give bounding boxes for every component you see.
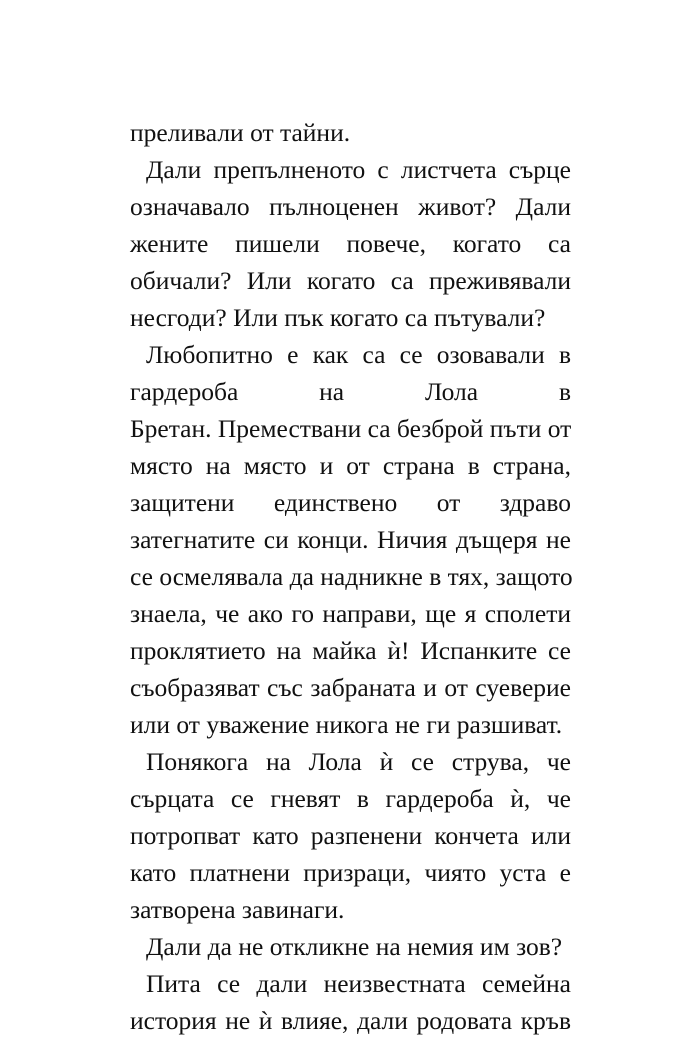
text-line: проклятието на майка ѝ! Испанките се: [130, 636, 571, 665]
text-line: съобразяват със забраната и от суеверие: [130, 673, 571, 702]
text-line: или от уважение никога не ги разшиват.: [130, 710, 563, 739]
text-line: знаела, че ако го направи, ще я сполети: [130, 599, 571, 628]
text-line: затворена завинаги.: [130, 895, 345, 924]
text-line: потропват като разпенени кончета или: [130, 821, 571, 850]
text-line: Бретан. Премествани са безброй пъти от: [130, 414, 572, 443]
text-line: сърцата се гневят в гардероба ѝ, че: [130, 784, 571, 813]
text-line: Понякога на Лола ѝ се струва, че: [146, 747, 571, 776]
text-line: преливали от тайни.: [130, 118, 351, 147]
text-line: Любопитно е как са се озовавали в: [146, 340, 571, 369]
text-line: обичали? Или когато са преживявали: [130, 266, 571, 295]
text-line: история не ѝ влияе, дали родовата кръв: [130, 1006, 571, 1035]
text-line: се осмелявала да надникне в тях, защото: [130, 562, 573, 591]
text-line: несгоди? Или пък когато са пътували?: [130, 303, 546, 332]
text-line: място на място и от страна в страна,: [130, 451, 571, 480]
body-text: [130, 114, 571, 1039]
text-line: гардероба на Лола в: [130, 377, 571, 406]
text-line: Дали препълненото с листчета сърце: [146, 155, 571, 184]
text-line: означавало пълноценен живот? Дали: [130, 192, 571, 221]
text-line: жените пишели повече, когато са: [130, 229, 571, 258]
text-line: Дали да не откликне на немия им зов?: [146, 932, 563, 961]
text-line: Пита се дали неизвестната семейна: [146, 969, 571, 998]
text-line: защитени единствено от здраво: [130, 488, 571, 517]
text-line: затегнатите си конци. Ничия дъщеря не: [130, 525, 571, 554]
text-line: като платнени призраци, чиято уста е: [130, 858, 571, 887]
